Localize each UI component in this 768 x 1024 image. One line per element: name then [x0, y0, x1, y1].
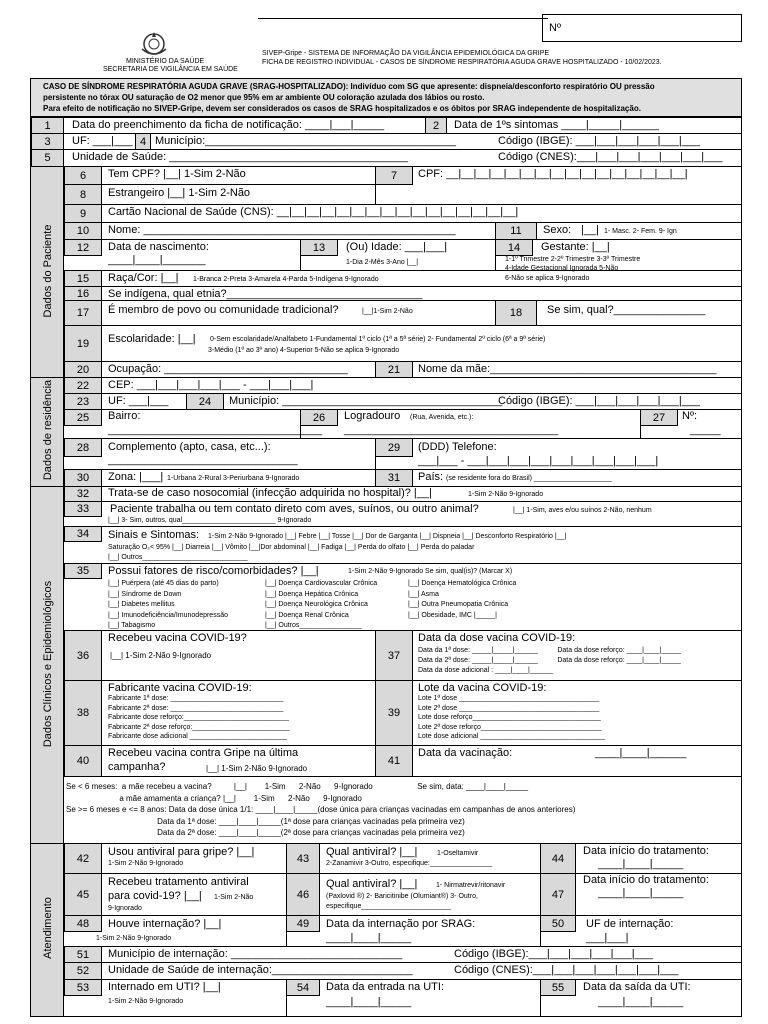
- field-vacina-covid: Recebeu vacina COVID-19?: [108, 632, 247, 644]
- field-number-48: 48: [64, 915, 102, 932]
- banner-line2: persistente no tórax OU saturação de O2 menor que 95% em ar ambiente OU coloração azulada dos lábios ou rosto.: [43, 93, 485, 102]
- field-pais-label: País:: [418, 471, 444, 483]
- field-data-internacao[interactable]: ____|____|_____: [326, 932, 412, 944]
- field-sintomas-row1[interactable]: 1-Sim 2-Não 9-Ignorado |__| Febre |__| Tosse |__| Dor de Garganta |__| Dispneia |__| Desconforto Respiratório |__|: [208, 533, 567, 540]
- field-idade[interactable]: (Ou) Idade: ___|___|: [346, 241, 448, 253]
- field-houve-internacao[interactable]: Houve internação? |__|: [108, 918, 222, 930]
- field-vacina-covid-options[interactable]: |__| 1-Sim 2-Não 9-Ignorado: [110, 651, 212, 660]
- field-sintomas-row2[interactable]: Saturação O₂< 95% |__| Diarreia |__| Vômito |__|Dor abdominal |__| Fadiga |__| Perda do olfato |__| Perda do paladar: [108, 544, 475, 551]
- field-antiviral-covid-opt2: 9-Ignorado: [108, 905, 142, 912]
- field-number-7: 7: [375, 166, 413, 185]
- field-number-22: 22: [64, 377, 102, 394]
- field-ocupacao[interactable]: Ocupação: ______________________________: [108, 363, 348, 375]
- field-uf-internacao-label: UF de internação:: [586, 918, 674, 930]
- field-gestante-opt2: 4-Idade Gestacional Ignorada 5-Não: [505, 265, 619, 272]
- field-number-41: 41: [375, 745, 413, 777]
- field-number-23: 23: [64, 393, 102, 410]
- field-cep[interactable]: CEP: ___|___|___|___|___ - ___|___|___|: [108, 379, 314, 391]
- field-logradouro-label: Logradouro: [344, 410, 401, 422]
- field-number-25: 25: [64, 409, 102, 426]
- field-unidade-internacao-cnes[interactable]: Código (CNES):___|___|___|___|___|___|___: [454, 964, 679, 976]
- field-number-14: 14: [495, 239, 533, 256]
- field-qual-antiviral-covid-opt3[interactable]: especifique_______________________: [326, 903, 451, 910]
- field-escolaridade-opt1: 0-Sem escolaridade/Analfabeto 1-Fundamental 1º ciclo (1ª a 5ª série) 2- Fundamental 2º ciclo (6ª a 9ª série): [210, 336, 546, 343]
- field-nome[interactable]: Nome: ___________________________________________________: [108, 224, 456, 236]
- field-fabricante-vacina: Fabricante vacina COVID-19:: [108, 682, 252, 694]
- field-sintomas-row3[interactable]: |__| Outros___________________________: [108, 554, 248, 561]
- field-escolaridade[interactable]: Escolaridade: |__|: [108, 333, 196, 345]
- field-residencia-municipio[interactable]: Município: ____________________________________: [229, 395, 503, 407]
- field-comorbidades-col3[interactable]: |__| Doença Hematológica Crônica |__| Asma |__| Outra Pneumopatia Crônica |__| Obesidade, IMC |_____|: [408, 580, 517, 619]
- field-municipio-internacao-ibge[interactable]: Código (IBGE):___|___|___|___|___|___: [454, 948, 653, 960]
- field-gestante-opt3: 6-Não se aplica 9-Ignorado: [505, 275, 590, 282]
- field-number-43: 43: [286, 843, 320, 874]
- field-residencia-ibge[interactable]: Código (IBGE): ___|___|___|___|___|___: [498, 395, 701, 407]
- field-bairro-label: Bairro:: [108, 410, 141, 422]
- field-cpf[interactable]: CPF: __|__|__|__|__|__|__|__|__|__|__|__|__|__|__|__|: [418, 168, 688, 180]
- field-logradouro-hint: (Rua, Avenida, etc.):: [410, 414, 474, 421]
- field-internado-uti[interactable]: Internado em UTI? |__|: [108, 981, 221, 993]
- field-number-52: 52: [64, 962, 102, 980]
- field-qual-antiviral-covid-opt2: (Paxlovid ®) 2- Baricitinibe (Olumiant®) 3- Outro,: [326, 893, 478, 900]
- field-number-6: 6: [64, 166, 102, 185]
- field-number-50: 50: [540, 915, 576, 932]
- field-data-vacinacao-label: Data da vacinação:: [418, 747, 513, 759]
- field-municipio-internacao[interactable]: Município de internação: ____________________________: [108, 948, 403, 960]
- field-telefone[interactable]: ___|___ - ___|___|___|___|___|___|___|___|___|: [418, 455, 659, 467]
- field-nosocomial-options: 1-Sim 2-Não 9-Ignorado: [468, 491, 544, 498]
- field-sinais-sintomas: Sinais e Sintomas:: [108, 529, 200, 541]
- field-lote-vacina: Lote da vacina COVID-19:: [418, 682, 547, 694]
- field-contato-animal: Paciente trabalha ou tem contato direto com aves, suínos, ou outro animal?: [110, 503, 479, 515]
- field-number-13: 13: [300, 239, 338, 256]
- field-number-24: 24: [186, 393, 224, 410]
- field-antiviral-covid-b[interactable]: para covid-19? |__|: [108, 890, 202, 902]
- field-number-10: 10: [64, 222, 102, 240]
- field-number-38: 38: [64, 680, 102, 746]
- field-sexo-options: 1- Masc. 2- Fem. 9- Ign: [604, 228, 677, 235]
- field-numero[interactable]: _____: [690, 424, 721, 436]
- field-bairro[interactable]: ___________________________________: [108, 424, 323, 436]
- field-number-54: 54: [286, 979, 320, 996]
- field-sexo-box[interactable]: |__|: [581, 224, 599, 236]
- field-number-8: 8: [64, 184, 102, 205]
- field-number-4: 4: [135, 133, 151, 150]
- field-usou-antiviral-options: 1-Sim 2-Não 9-Ignorado: [108, 860, 184, 867]
- field-vacina-gripe: Recebeu vacina contra Gripe na última: [108, 747, 299, 759]
- case-definition-banner: [30, 78, 742, 117]
- field-number-18: 18: [495, 300, 537, 326]
- field-residencia-uf[interactable]: UF: ___|___: [108, 395, 169, 407]
- field-number-49: 49: [286, 915, 320, 932]
- field-number-37: 37: [375, 630, 413, 681]
- field-number-53: 53: [64, 979, 102, 996]
- field-number-17: 17: [64, 300, 102, 326]
- field-number-47: 47: [540, 873, 576, 916]
- field-notification-date[interactable]: Data do preenchimento da ficha de notificação: ____|___|_____: [72, 119, 385, 131]
- ministry-line2: SECRETARIA DE VIGILÂNCIA EM SAÚDE: [103, 66, 238, 73]
- field-number-21: 21: [375, 361, 413, 378]
- field-number-16: 16: [64, 286, 102, 301]
- field-escolaridade-opt2: 3-Médio (1º ao 3º ano) 4-Superior 5-Não se aplica 9-Ignorado: [208, 347, 400, 354]
- section-paciente-label: Dados do Paciente: [42, 224, 54, 318]
- field-inicio-tratamento-covid-label: Data início do tratamento:: [583, 874, 709, 886]
- field-lotes[interactable]: Lote 1ª dose ____________________________________ Lote 2ª dose ____________________________________ Lote dose reforço_________________________________ Lote 2ª dose reforço_______________________________ Lote dose adicional ________________________________: [418, 695, 605, 741]
- brasao-logo: [139, 31, 169, 57]
- field-data-vacinacao[interactable]: ____|____|______: [595, 747, 687, 759]
- field-saida-uti-label: Data da saída da UTI:: [583, 981, 691, 993]
- field-povo-options[interactable]: |__|1-Sim 2-Não: [362, 308, 413, 315]
- field-qual-antiviral-opt1: 1-Oseltamivir: [437, 850, 479, 857]
- field-number-30: 30: [64, 469, 102, 487]
- field-nascimento[interactable]: ____|____|_______: [108, 254, 206, 266]
- field-comorbidades-col1[interactable]: |__| Puérpera (até 45 dias do parto) |__| Síndrome de Down |__| Diabetes mellitus |__| Imunodeficiência/Imunodepressão |__| Tabagismo: [108, 580, 228, 629]
- field-complemento[interactable]: _______________________________: [108, 454, 298, 466]
- field-telefone-label: (DDD) Telefone:: [418, 441, 497, 453]
- field-raca-options: 1-Branca 2-Preta 3-Amarela 4-Parda 5-Indígena 9-Ignorado: [193, 276, 379, 283]
- field-gestante-opt1: 1-1º Trimestre 2-2º Trimestre 3-3º Trimestre: [505, 256, 641, 263]
- field-uf-internacao[interactable]: ___|___|: [586, 932, 629, 944]
- field-zona[interactable]: Zona: |___|: [108, 471, 164, 483]
- field-number-2: 2: [425, 117, 447, 134]
- field-number-20: 20: [64, 361, 102, 378]
- field-qual-antiviral-covid[interactable]: Qual antiviral? |__|: [326, 878, 418, 890]
- field-vacina-criancas[interactable]: Se < 6 meses: a mãe recebeu a vacina? |__| 1-Sim 2-Não 9-Ignorado Se sim, data: ____|____|_____ a mãe amamenta a criança? |__| 1-Sim 2-Não 9-Ignorado Se >= 6 meses e <= 8 anos: Data da dose única 1/1: ____|____|_____(dose única para crianças vacinadas em campanhas de anos anteriores) Data da 1ª dose: ____|____|_____(1ª dose para crianças vacinadas pela primeira vez) Data da 2ª dose: ____|____|_____(2ª dose para crianças vacinadas pela primeira vez): [66, 782, 576, 838]
- field-qual-antiviral-covid-opt1: 1- Nirmatrevir/ritonavir: [436, 882, 506, 889]
- numero-box[interactable]: [542, 14, 742, 42]
- field-number-36: 36: [64, 630, 102, 681]
- field-number-46: 46: [286, 873, 320, 916]
- system-title: SIVEP-Gripe - SISTEMA DE INFORMAÇÃO DA VIGILÂNCIA EPIDEMIOLÓGICA DA GRIPE: [262, 50, 550, 57]
- field-nosocomial[interactable]: Trata-se de caso nosocomial (infecção adquirida no hospital)? |__|: [108, 487, 432, 499]
- banner-line1: CASO DE SÍNDROME RESPIRATÓRIA AGUDA GRAVE (SRAG-HOSPITALIZADO): Indivíduo com SG que apresente: dispneia/desconforto respiratório OU pressão: [43, 82, 655, 91]
- field-number-9: 9: [64, 204, 102, 223]
- field-symptoms-date[interactable]: Data de 1ºs sintomas ____|_____|______: [454, 119, 659, 131]
- numero-label: Nº: [549, 22, 561, 34]
- field-number-51: 51: [64, 946, 102, 963]
- field-sexo-label: Sexo:: [543, 224, 572, 236]
- field-number-28: 28: [64, 438, 102, 457]
- form-title: FICHA DE REGISTRO INDIVIDUAL - CASOS DE SÍNDROME RESPIRATÓRIA AGUDA GRAVE HOSPITALIZADO - 10/02/2023.: [262, 59, 662, 66]
- banner-line3: Para efeito de notificação no SIVEP-Gripe, devem ser considerados os casos de SRAG hospitalizados e os óbitos por SRAG independente de hospitalização.: [43, 104, 641, 113]
- field-usou-antiviral[interactable]: Usou antiviral para gripe? |__|: [108, 846, 255, 858]
- field-comorbidades-col2[interactable]: |__| Doença Cardiovascular Crônica |__| Doença Hepática Crônica |__| Doença Neurológica Crônica |__| Doença Renal Crônica |__| Outros________________: [265, 580, 378, 629]
- field-fabricantes[interactable]: Fabricante 1ª dose: _____________________________ Fabricante 2ª dose: _____________________________ Fabricante dose reforço:___________________________ Fabricante 2ª dose reforço:_________________________ Fabricante dose adicional _________________________: [108, 695, 290, 741]
- field-logradouro[interactable]: ___________________________________: [344, 424, 559, 436]
- field-fatores-risco[interactable]: Possui fatores de risco/comorbidades? |__|: [108, 565, 319, 577]
- field-internado-uti-options: 1-Sim 2-Não 9-Ignorado: [108, 998, 184, 1005]
- field-number-39: 39: [375, 680, 413, 746]
- field-unidade-internacao[interactable]: Unidade de Saúde de internação:_______________________: [108, 964, 413, 976]
- field-number-3: 3: [31, 133, 64, 150]
- field-number-32: 32: [64, 486, 102, 502]
- field-number-11: 11: [495, 222, 537, 240]
- section-residencia-label: Dados de residência: [42, 379, 54, 481]
- field-entrada-uti-label: Data da entrada na UTI:: [326, 981, 445, 993]
- field-contato-animal-opt2[interactable]: |__| 3- Sim, outros, qual________________________ 9-Ignorado: [108, 517, 312, 524]
- field-entrada-uti[interactable]: ____|____|_____: [326, 996, 412, 1008]
- field-inicio-tratamento-gripe[interactable]: ____|____|_____: [598, 858, 684, 870]
- field-number-45: 45: [64, 873, 102, 916]
- field-data-dose-covid: Data da dose vacina COVID-19:: [418, 632, 576, 644]
- field-antiviral-covid-opt1: 1-Sim 2-Não: [214, 894, 254, 901]
- field-nome-mae[interactable]: Nome da mãe:_____________________________________: [418, 363, 717, 375]
- field-antiviral-covid: Recebeu tratamento antiviral: [108, 876, 249, 888]
- field-vacina-gripe-options[interactable]: |__| 1-Sim 2-Não 9-Ignorado: [206, 764, 308, 773]
- field-number-33: 33: [64, 501, 102, 517]
- field-number-12: 12: [64, 239, 102, 256]
- field-data-internacao-label: Data da internação por SRAG:: [326, 918, 476, 930]
- field-gestante[interactable]: Gestante: |__|: [541, 241, 610, 253]
- field-vacina-gripe-b: campanha?: [108, 761, 166, 773]
- field-number-27: 27: [640, 409, 678, 426]
- field-estrangeiro[interactable]: Estrangeiro |__| 1-Sim 2-Não: [108, 187, 251, 199]
- field-number-42: 42: [64, 843, 102, 874]
- field-zona-options: 1-Urbana 2-Rural 3-Periurbana 9-Ignorado: [167, 475, 300, 482]
- field-number-5: 5: [31, 149, 64, 167]
- field-municipio[interactable]: Município:_________________________________________: [155, 135, 456, 147]
- field-unidade-saude[interactable]: Unidade de Saúde: _______________________________________: [72, 151, 408, 163]
- field-povo-tradicional: É membro de povo ou comunidade tradicional?: [108, 304, 339, 316]
- field-codigo-ibge[interactable]: Código (IBGE): ___|___|___|___|___|___: [498, 135, 701, 147]
- field-raca-cor[interactable]: Raça/Cor: |__|: [108, 272, 179, 284]
- field-datas-doses[interactable]: Data da 1ª dose: _____|_____|______ Data da dose reforço: ____|____|_____ Data da 2ª dose: _____|_____|______ Data da dose reforço: ____|____|_____ Data da dose adicional : ____|____|______: [418, 647, 681, 674]
- field-inicio-tratamento-gripe-label: Data início do tratamento:: [583, 845, 709, 857]
- field-number-34: 34: [64, 526, 102, 542]
- field-cns[interactable]: Cartão Nacional de Saúde (CNS): __|__|__|__|__|__|__|__|__|__|__|__|__|__|__|__|: [108, 206, 519, 218]
- field-idade-options[interactable]: 1-Dia 2-Mês 3-Ano |__|: [346, 259, 419, 266]
- field-fatores-options: 1-Sim 2-Não 9-Ignorado Se sim, qual(is)? (Marcar X): [348, 568, 513, 575]
- field-number-26: 26: [300, 409, 338, 426]
- field-number-31: 31: [375, 469, 413, 487]
- field-codigo-cnes[interactable]: Código (CNES):___|___|___|___|___|___|___: [498, 151, 723, 163]
- field-qual-antiviral-opt2[interactable]: 2-Zanamivir 3-Outro, especifique:________________: [326, 860, 493, 867]
- field-tem-cpf[interactable]: Tem CPF? |__| 1-Sim 2-Não: [108, 168, 246, 180]
- field-number-35: 35: [64, 563, 102, 579]
- field-uf[interactable]: UF: ___|___: [72, 135, 133, 147]
- field-number-1: 1: [31, 117, 64, 134]
- field-numero-label: Nº:: [682, 410, 698, 422]
- field-number-44: 44: [540, 843, 576, 874]
- ministry-line1: MINISTÉRIO DA SAÚDE: [126, 58, 205, 65]
- section-atendimento-label: Atendimento: [42, 897, 54, 959]
- field-nascimento-label: Data de nascimento:: [108, 241, 209, 253]
- field-number-29: 29: [375, 438, 413, 457]
- field-se-sim-qual[interactable]: Se sim, qual?_______________: [547, 304, 706, 316]
- field-contato-animal-opt1[interactable]: |__| 1-Sim, aves e/ou suínos 2-Não, nenhum: [513, 507, 652, 514]
- field-pais[interactable]: (se residente fora do Brasil) ____________________: [446, 475, 612, 482]
- field-etnia[interactable]: Se indígena, qual etnia?________________________________: [108, 288, 423, 300]
- field-number-15: 15: [64, 270, 102, 287]
- section-clinicos-label: Dados Clínicos e Epidemiológicos: [42, 580, 54, 748]
- field-number-40: 40: [64, 745, 102, 777]
- field-inicio-tratamento-covid[interactable]: ____|____|_____: [598, 887, 684, 899]
- field-saida-uti[interactable]: ____|____|_____: [598, 996, 684, 1008]
- field-complemento-label: Complemento (apto, casa, etc...):: [108, 441, 271, 453]
- field-number-55: 55: [540, 979, 576, 996]
- field-qual-antiviral[interactable]: Qual antiviral? |__|: [326, 846, 418, 858]
- field-number-19: 19: [64, 325, 102, 362]
- field-internacao-options: 1-Sim 2-Não 9-Ignorado: [96, 935, 172, 942]
